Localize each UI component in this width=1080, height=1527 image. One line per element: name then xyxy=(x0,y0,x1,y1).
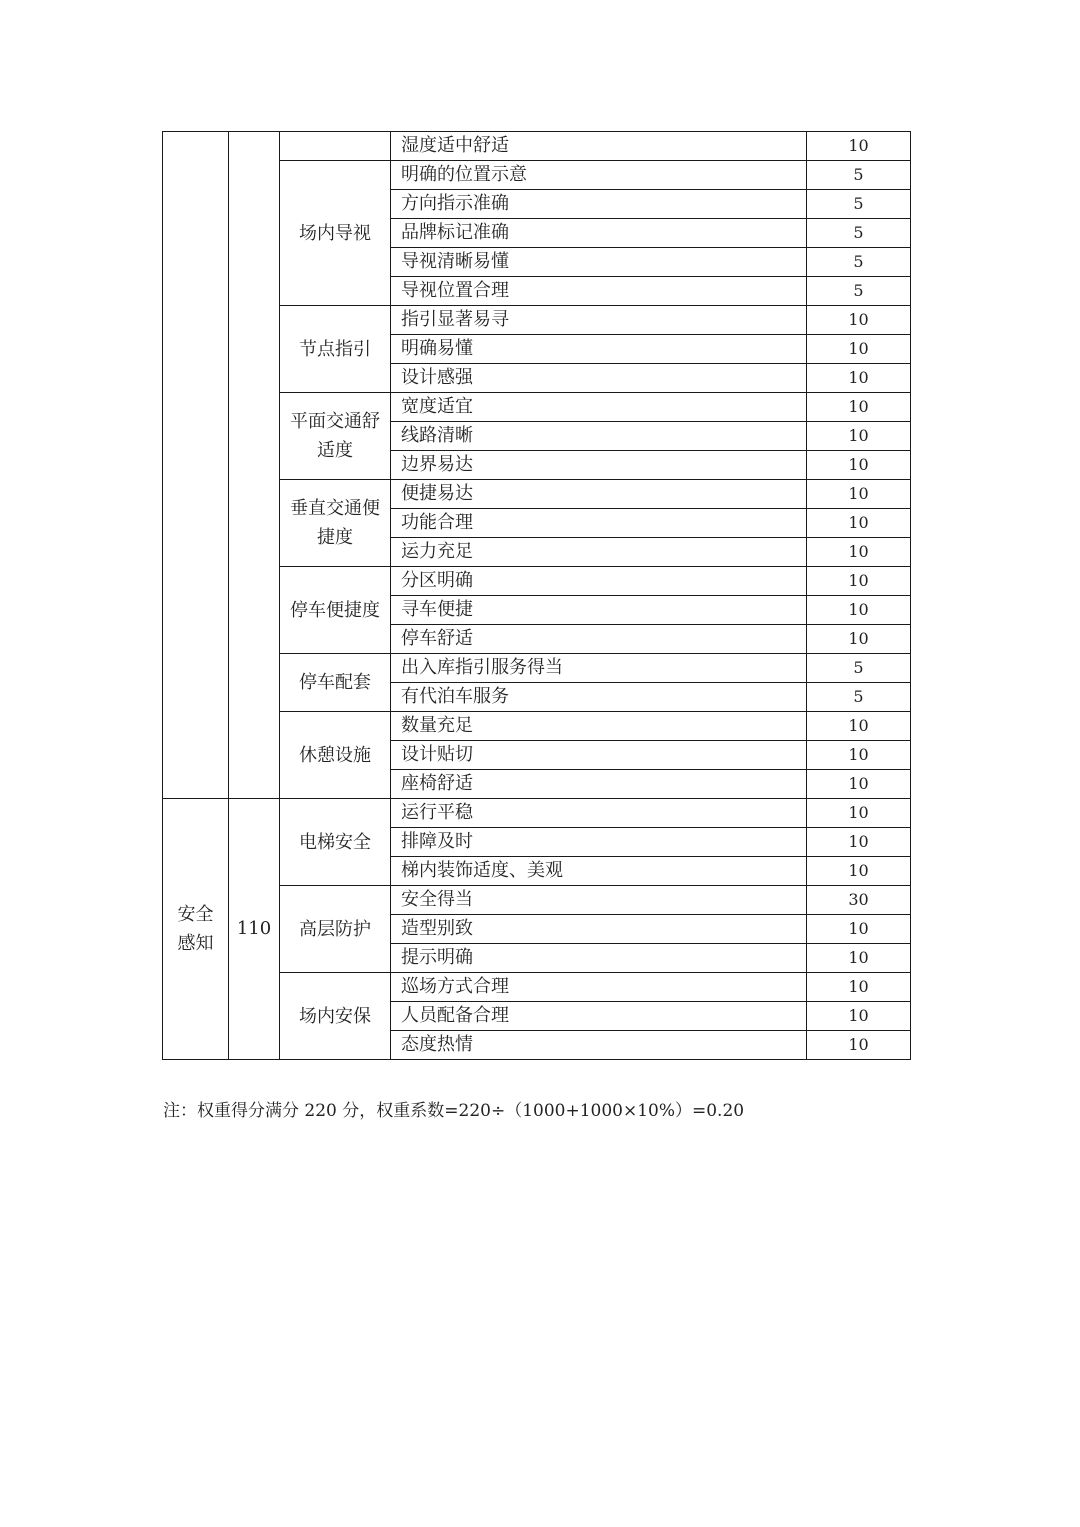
score-cell: 10 xyxy=(807,364,911,393)
subcategory-cell: 高层防护 xyxy=(280,886,391,973)
category-cell xyxy=(163,132,229,799)
subcategory-cell: 垂直交通便捷度 xyxy=(280,480,391,567)
score-cell: 10 xyxy=(807,712,911,741)
criterion-cell: 指引显著易寻 xyxy=(391,306,807,335)
score-cell: 10 xyxy=(807,770,911,799)
score-cell: 10 xyxy=(807,567,911,596)
criterion-cell: 导视位置合理 xyxy=(391,277,807,306)
subcategory-cell xyxy=(280,132,391,161)
score-cell: 10 xyxy=(807,915,911,944)
subcategory-cell: 节点指引 xyxy=(280,306,391,393)
score-table-body xyxy=(163,132,911,1060)
score-cell: 10 xyxy=(807,741,911,770)
criterion-cell: 提示明确 xyxy=(391,944,807,973)
criterion-cell: 宽度适宜 xyxy=(391,393,807,422)
criterion-cell: 设计感强 xyxy=(391,364,807,393)
score-cell: 10 xyxy=(807,538,911,567)
score-cell: 5 xyxy=(807,683,911,712)
score-cell: 5 xyxy=(807,654,911,683)
score-cell: 10 xyxy=(807,132,911,161)
score-cell: 10 xyxy=(807,509,911,538)
score-cell: 10 xyxy=(807,306,911,335)
score-table xyxy=(162,131,911,1060)
weight-cell xyxy=(229,132,280,799)
criterion-cell: 有代泊车服务 xyxy=(391,683,807,712)
score-cell: 10 xyxy=(807,1031,911,1060)
score-cell: 10 xyxy=(807,799,911,828)
criterion-cell: 数量充足 xyxy=(391,712,807,741)
table-row xyxy=(163,799,911,828)
category-cell: 安全感知 xyxy=(163,799,229,1060)
criterion-cell: 湿度适中舒适 xyxy=(391,132,807,161)
subcategory-cell: 场内导视 xyxy=(280,161,391,306)
criterion-cell: 线路清晰 xyxy=(391,422,807,451)
criterion-cell: 梯内装饰适度、美观 xyxy=(391,857,807,886)
score-cell: 10 xyxy=(807,828,911,857)
score-cell: 10 xyxy=(807,335,911,364)
score-cell: 5 xyxy=(807,219,911,248)
subcategory-cell: 场内安保 xyxy=(280,973,391,1060)
score-cell: 10 xyxy=(807,422,911,451)
score-cell: 10 xyxy=(807,480,911,509)
criterion-cell: 品牌标记准确 xyxy=(391,219,807,248)
score-cell: 30 xyxy=(807,886,911,915)
criterion-cell: 便捷易达 xyxy=(391,480,807,509)
subcategory-cell: 电梯安全 xyxy=(280,799,391,886)
score-cell: 10 xyxy=(807,451,911,480)
score-cell: 10 xyxy=(807,944,911,973)
criterion-cell: 分区明确 xyxy=(391,567,807,596)
table-row xyxy=(163,132,911,161)
score-cell: 10 xyxy=(807,973,911,1002)
score-cell: 10 xyxy=(807,596,911,625)
criterion-cell: 座椅舒适 xyxy=(391,770,807,799)
score-cell: 10 xyxy=(807,857,911,886)
criterion-cell: 方向指示准确 xyxy=(391,190,807,219)
criterion-cell: 功能合理 xyxy=(391,509,807,538)
score-cell: 5 xyxy=(807,248,911,277)
criterion-cell: 巡场方式合理 xyxy=(391,973,807,1002)
criterion-cell: 运行平稳 xyxy=(391,799,807,828)
criterion-cell: 造型别致 xyxy=(391,915,807,944)
criterion-cell: 寻车便捷 xyxy=(391,596,807,625)
criterion-cell: 排障及时 xyxy=(391,828,807,857)
score-cell: 10 xyxy=(807,625,911,654)
subcategory-cell: 休憩设施 xyxy=(280,712,391,799)
criterion-cell: 设计贴切 xyxy=(391,741,807,770)
table-note: 注：权重得分满分 220 分，权重系数=220÷（1000+1000×10%）=0.20 xyxy=(163,1101,745,1121)
criterion-cell: 出入库指引服务得当 xyxy=(391,654,807,683)
criterion-cell: 明确的位置示意 xyxy=(391,161,807,190)
criterion-cell: 运力充足 xyxy=(391,538,807,567)
criterion-cell: 人员配备合理 xyxy=(391,1002,807,1031)
criterion-cell: 安全得当 xyxy=(391,886,807,915)
score-cell: 10 xyxy=(807,393,911,422)
score-cell: 5 xyxy=(807,277,911,306)
score-cell: 5 xyxy=(807,161,911,190)
criterion-cell: 导视清晰易懂 xyxy=(391,248,807,277)
score-cell: 5 xyxy=(807,190,911,219)
subcategory-cell: 停车配套 xyxy=(280,654,391,712)
weight-cell: 110 xyxy=(229,799,280,1060)
subcategory-cell: 平面交通舒适度 xyxy=(280,393,391,480)
criterion-cell: 边界易达 xyxy=(391,451,807,480)
criterion-cell: 明确易懂 xyxy=(391,335,807,364)
criterion-cell: 停车舒适 xyxy=(391,625,807,654)
criterion-cell: 态度热情 xyxy=(391,1031,807,1060)
score-cell: 10 xyxy=(807,1002,911,1031)
subcategory-cell: 停车便捷度 xyxy=(280,567,391,654)
